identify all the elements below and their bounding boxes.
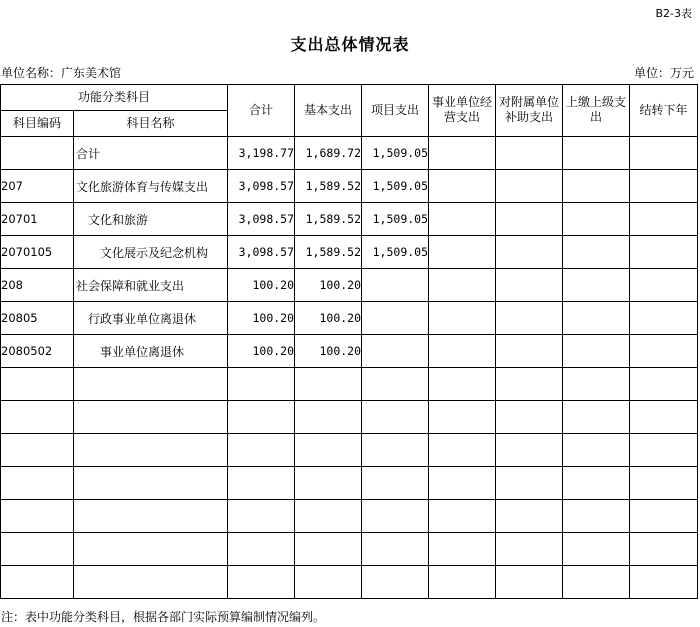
form-code: B2-3表 — [655, 7, 692, 20]
table-row — [1, 302, 698, 335]
cell-project: 1,509.05 — [362, 236, 429, 269]
cell-basic: 100.20 — [295, 335, 362, 368]
cell-upper — [563, 137, 630, 170]
cell-code — [1, 566, 74, 599]
table-row — [1, 170, 698, 203]
cell-upper — [563, 236, 630, 269]
cell-name: 文化和旅游 — [74, 203, 228, 236]
cell-upper — [563, 401, 630, 434]
cell-carry — [630, 269, 698, 302]
cell-upper — [563, 335, 630, 368]
table-row — [1, 368, 698, 401]
cell-upper — [563, 467, 630, 500]
cell-total: 100.20 — [228, 302, 295, 335]
cell-basic: 100.20 — [295, 302, 362, 335]
cell-basic — [295, 467, 362, 500]
cell-business — [429, 368, 496, 401]
cell-basic: 1,589.52 — [295, 236, 362, 269]
cell-project — [362, 401, 429, 434]
table-row — [1, 236, 698, 269]
cell-total — [228, 566, 295, 599]
cell-carry — [630, 368, 698, 401]
cell-business — [429, 269, 496, 302]
cell-code — [1, 401, 74, 434]
cell-code: 208 — [1, 269, 74, 302]
cell-project: 1,509.05 — [362, 170, 429, 203]
cell-business — [429, 467, 496, 500]
cell-carry — [630, 566, 698, 599]
cell-business — [429, 401, 496, 434]
table-body — [1, 137, 698, 599]
header-basic: 基本支出 — [295, 85, 362, 137]
cell-subsidiary — [496, 533, 563, 566]
cell-name: 文化旅游体育与传媒支出 — [74, 170, 228, 203]
cell-total — [228, 533, 295, 566]
cell-code — [1, 467, 74, 500]
cell-code — [1, 368, 74, 401]
cell-code — [1, 137, 74, 170]
cell-total — [228, 467, 295, 500]
header-carry: 结转下年 — [630, 85, 698, 137]
table-row — [1, 434, 698, 467]
cell-code: 2080502 — [1, 335, 74, 368]
cell-business — [429, 335, 496, 368]
cell-name — [74, 401, 228, 434]
table-row — [1, 500, 698, 533]
cell-name: 文化展示及纪念机构 — [74, 236, 228, 269]
cell-project — [362, 368, 429, 401]
cell-total — [228, 401, 295, 434]
cell-subsidiary — [496, 236, 563, 269]
cell-business — [429, 203, 496, 236]
header-business: 事业单位经营支出 — [429, 85, 496, 137]
cell-basic: 1,689.72 — [295, 137, 362, 170]
cell-subsidiary — [496, 467, 563, 500]
header-upper: 上缴上级支出 — [563, 85, 630, 137]
cell-name — [74, 467, 228, 500]
cell-subsidiary — [496, 203, 563, 236]
cell-name: 合计 — [74, 137, 228, 170]
table-row — [1, 137, 698, 170]
cell-carry — [630, 401, 698, 434]
cell-carry — [630, 203, 698, 236]
cell-carry — [630, 137, 698, 170]
cell-upper — [563, 533, 630, 566]
cell-code — [1, 500, 74, 533]
cell-business — [429, 170, 496, 203]
cell-carry — [630, 434, 698, 467]
cell-project — [362, 467, 429, 500]
cell-name: 行政事业单位离退休 — [74, 302, 228, 335]
cell-project: 1,509.05 — [362, 203, 429, 236]
header-project: 项目支出 — [362, 85, 429, 137]
cell-basic: 1,589.52 — [295, 170, 362, 203]
cell-carry — [630, 236, 698, 269]
cell-name — [74, 566, 228, 599]
cell-total — [228, 368, 295, 401]
cell-total: 100.20 — [228, 269, 295, 302]
cell-name — [74, 434, 228, 467]
table-row — [1, 467, 698, 500]
cell-business — [429, 434, 496, 467]
header-name: 科目名称 — [74, 111, 228, 137]
cell-carry — [630, 467, 698, 500]
cell-subsidiary — [496, 401, 563, 434]
cell-carry — [630, 170, 698, 203]
cell-basic — [295, 368, 362, 401]
cell-upper — [563, 500, 630, 533]
table-row — [1, 533, 698, 566]
cell-business — [429, 137, 496, 170]
cell-total — [228, 500, 295, 533]
footnote: 注：表中功能分类科目，根据各部门实际预算编制情况编列。 — [1, 610, 326, 624]
cell-carry — [630, 533, 698, 566]
header-subsidiary: 对附属单位补助支出 — [496, 85, 563, 137]
cell-project — [362, 500, 429, 533]
cell-subsidiary — [496, 269, 563, 302]
cell-code: 207 — [1, 170, 74, 203]
cell-basic — [295, 500, 362, 533]
cell-carry — [630, 302, 698, 335]
cell-project — [362, 434, 429, 467]
cell-total: 3,098.57 — [228, 170, 295, 203]
expenditure-table — [0, 84, 698, 599]
cell-code: 20805 — [1, 302, 74, 335]
cell-code: 2070105 — [1, 236, 74, 269]
cell-basic — [295, 401, 362, 434]
cell-total — [228, 434, 295, 467]
cell-business — [429, 566, 496, 599]
cell-project: 1,509.05 — [362, 137, 429, 170]
cell-total: 3,098.57 — [228, 203, 295, 236]
cell-upper — [563, 566, 630, 599]
table-row — [1, 401, 698, 434]
header-code: 科目编码 — [1, 111, 74, 137]
cell-business — [429, 236, 496, 269]
cell-code — [1, 533, 74, 566]
cell-business — [429, 533, 496, 566]
cell-basic — [295, 434, 362, 467]
cell-upper — [563, 302, 630, 335]
header-func-group: 功能分类科目 — [1, 85, 228, 111]
cell-subsidiary — [496, 302, 563, 335]
table-row — [1, 269, 698, 302]
unit-name: 单位名称：广东美术馆 — [1, 66, 122, 80]
cell-upper — [563, 170, 630, 203]
cell-upper — [563, 203, 630, 236]
cell-carry — [630, 500, 698, 533]
cell-total: 3,198.77 — [228, 137, 295, 170]
cell-project — [362, 302, 429, 335]
cell-business — [429, 302, 496, 335]
cell-subsidiary — [496, 434, 563, 467]
cell-upper — [563, 434, 630, 467]
cell-total: 100.20 — [228, 335, 295, 368]
cell-project — [362, 335, 429, 368]
cell-subsidiary — [496, 335, 563, 368]
cell-basic: 1,589.52 — [295, 203, 362, 236]
cell-name — [74, 533, 228, 566]
cell-upper — [563, 368, 630, 401]
cell-code — [1, 434, 74, 467]
table-row — [1, 566, 698, 599]
cell-subsidiary — [496, 500, 563, 533]
cell-name: 事业单位离退休 — [74, 335, 228, 368]
cell-subsidiary — [496, 368, 563, 401]
cell-basic — [295, 533, 362, 566]
cell-name: 社会保障和就业支出 — [74, 269, 228, 302]
cell-carry — [630, 335, 698, 368]
unit-label: 单位：万元 — [633, 66, 694, 80]
cell-project — [362, 533, 429, 566]
cell-subsidiary — [496, 137, 563, 170]
cell-project — [362, 269, 429, 302]
cell-basic: 100.20 — [295, 269, 362, 302]
cell-name — [74, 500, 228, 533]
table-row — [1, 335, 698, 368]
cell-business — [429, 500, 496, 533]
cell-basic — [295, 566, 362, 599]
cell-upper — [563, 269, 630, 302]
cell-total: 3,098.57 — [228, 236, 295, 269]
header-total: 合计 — [228, 85, 295, 137]
cell-name — [74, 368, 228, 401]
page-title: 支出总体情况表 — [290, 35, 410, 54]
table-row — [1, 203, 698, 236]
cell-subsidiary — [496, 170, 563, 203]
cell-project — [362, 566, 429, 599]
cell-code: 20701 — [1, 203, 74, 236]
cell-subsidiary — [496, 566, 563, 599]
